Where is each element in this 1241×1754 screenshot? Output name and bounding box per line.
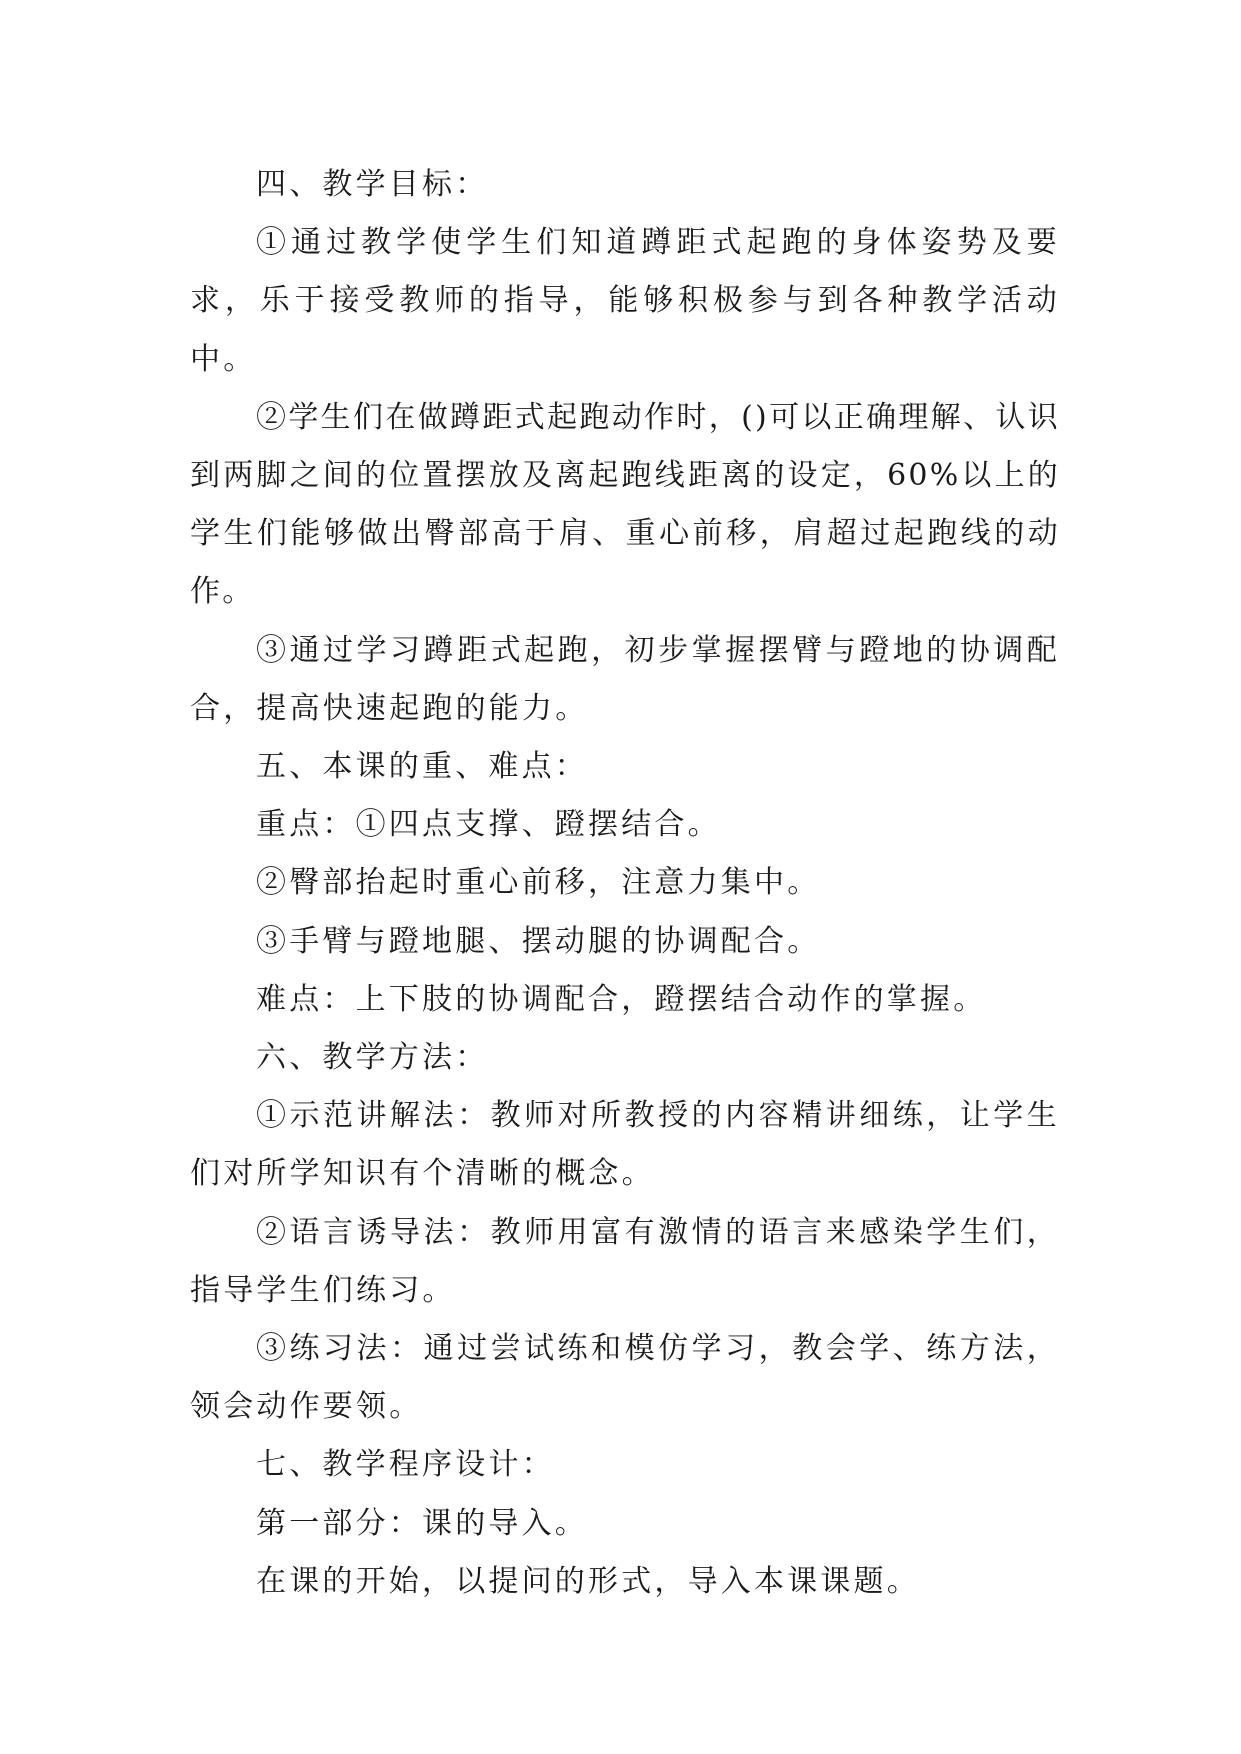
objective-3: ③通过学习蹲距式起跑，初步掌握摆臂与蹬地的协调配合，提高快速起跑的能力。 <box>190 632 1060 726</box>
key-point-2: ②臀部抬起时重心前移，注意力集中。 <box>256 865 821 901</box>
heading-teaching-objectives: 四、教学目标： <box>256 167 489 202</box>
key-point-3: ③手臂与蹬地腿、摆动腿的协调配合。 <box>256 923 821 959</box>
difficult-point: 难点：上下肢的协调配合，蹬摆结合动作的掌握。 <box>256 981 987 1017</box>
procedure-intro-text: 在课的开始，以提问的形式，导入本课课题。 <box>256 1563 920 1599</box>
procedure-part-1: 第一部分：课的导入。 <box>256 1505 588 1541</box>
heading-key-difficult-points: 五、本课的重、难点： <box>256 749 588 785</box>
objective-2: ②学生们在做蹲距式起跑动作时，()可以正确理解、认识到两脚之间的位置摆放及离起跑线距离的设定，60%以上的学生们能够做出臀部高于肩、重心前移，肩超过起跑线的动作。 <box>190 399 1060 610</box>
objective-1: ①通过教学使学生们知道蹲距式起跑的身体姿势及要求，乐于接受教师的指导，能够积极参与到各种教学活动中。 <box>190 225 1060 377</box>
method-2: ②语言诱导法：教师用富有激情的语言来感染学生们，指导学生们练习。 <box>190 1214 1060 1308</box>
document-body <box>190 156 1060 1611</box>
heading-teaching-methods: 六、教学方法： <box>256 1040 489 1076</box>
key-point-1: 重点：①四点支撑、蹬摆结合。 <box>256 807 721 843</box>
method-3: ③练习法：通过尝试练和模仿学习，教会学、练方法，领会动作要领。 <box>190 1331 1060 1425</box>
method-1: ①示范讲解法：教师对所教授的内容精讲细练，让学生们对所学知识有个清晰的概念。 <box>190 1098 1060 1192</box>
heading-procedure-design: 七、教学程序设计： <box>256 1447 555 1483</box>
